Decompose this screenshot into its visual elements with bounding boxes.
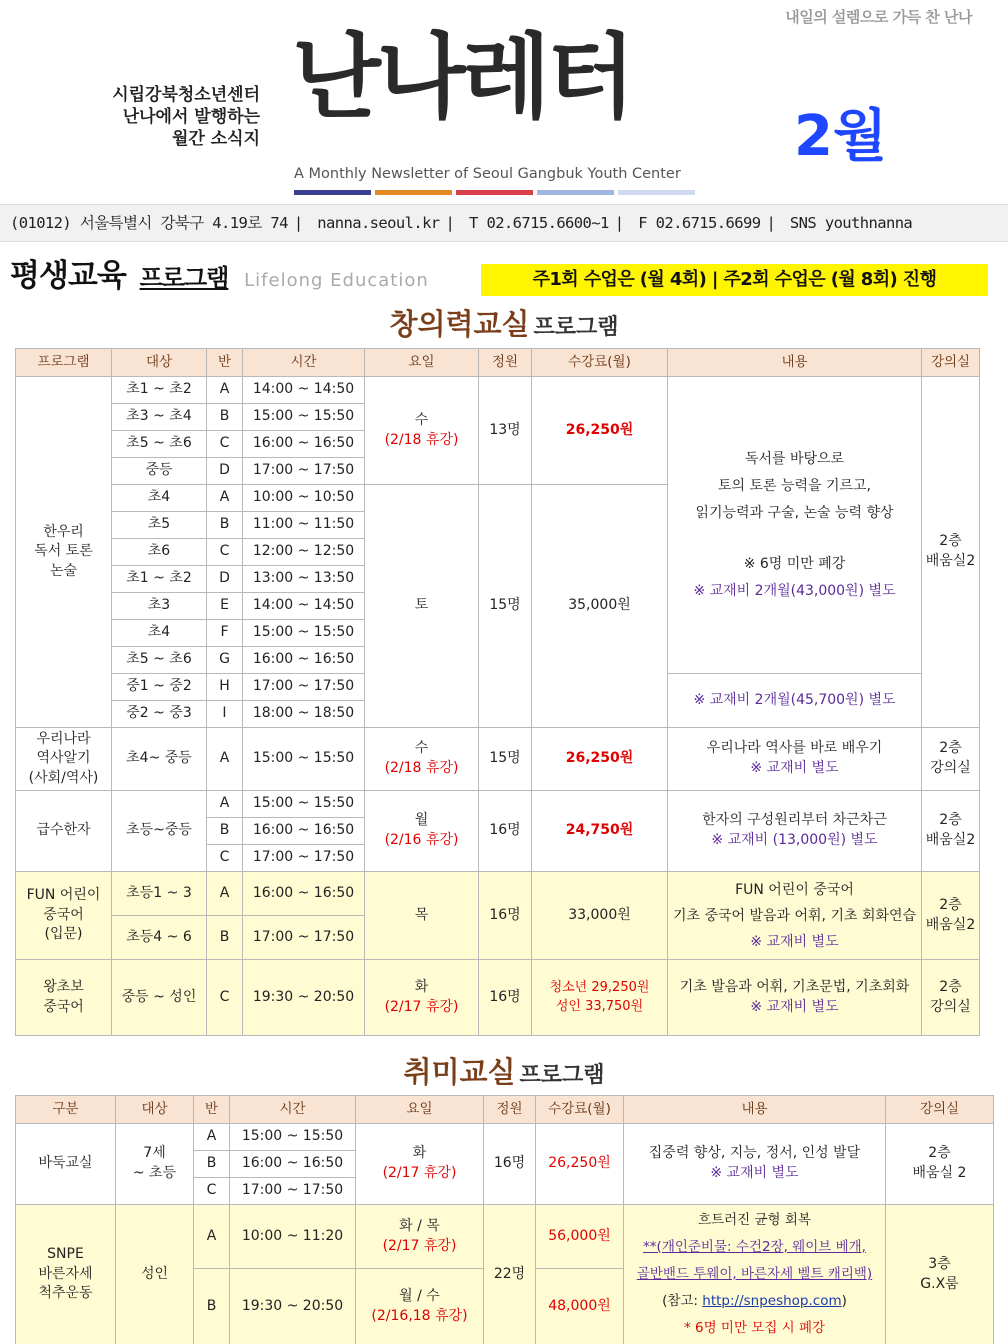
day-note: (2/18 휴강) [384,431,459,448]
color-bars [294,190,695,195]
capacity-cell: 13명 [479,377,532,485]
color-bar [618,190,695,195]
creativity-title [0,302,1008,343]
program-name: 급수한자 [16,791,112,872]
target-cell: 중2 ~ 중3 [112,701,207,728]
day-cell: 토 [365,485,479,728]
class-cell: F [207,620,243,647]
header-cell: 수강료(월) [532,349,668,377]
room-cell: 2층 배움실2 [922,872,980,960]
table-row [16,1124,994,1151]
target-cell: 초등1 ~ 3 [112,872,207,916]
table-header-row [16,349,980,377]
header-cell: 반 [194,1096,230,1124]
fee-youth: 청소년 29,250원 [549,980,650,996]
capacity-cell: 22명 [484,1205,536,1344]
creativity-title-suffix: 프로그램 [533,315,619,340]
header-cell: 수강료(월) [536,1096,624,1124]
content-cell [668,791,922,872]
class-cell: B [207,818,243,845]
content-line: 토의 토론 능력을 기르고, [717,477,872,494]
day-cell [365,377,479,485]
header-cell: 요일 [365,349,479,377]
tagline: 내일의 설렘으로 가득 찬 난나 [785,8,972,26]
content-fee-note: ※ 교재비 별도 [750,760,839,776]
time-cell: 15:00 ~ 15:50 [243,404,365,431]
day-note: (2/16,18 휴강) [371,1307,468,1324]
contact-bar: (01012) 서울특별시 강북구 4.19로 74 | nanna.seoul.kr | T 02.6715.6600~1 | F 02.6715.6699 | SNS youthnanna [0,204,1008,242]
target-cell: 중1 ~ 중2 [112,674,207,701]
day-note: (2/16 휴강) [384,832,459,848]
class-cell: H [207,674,243,701]
table-row [16,872,980,916]
content-line: **(개인준비물: 수건2장, 웨이브 베개, [643,1239,866,1255]
day-text: 수 [414,411,429,428]
header-cell: 정원 [484,1096,536,1124]
fax-number: F 02.6715.6699 [638,214,761,232]
time-cell: 14:00 ~ 14:50 [243,377,365,404]
target-cell: 7세 ~ 초등 [116,1124,194,1205]
program-name: FUN 어린이 중국어 (입문) [16,872,112,960]
header-cell: 요일 [356,1096,484,1124]
content-line [626,1288,883,1315]
day-text: 화 [412,1145,427,1162]
class-cell: I [207,701,243,728]
room-cell: 2층 강의실 [922,960,980,1036]
class-cell: G [207,647,243,674]
header-cell: 반 [207,349,243,377]
table-row [16,1205,994,1269]
time-cell: 14:00 ~ 14:50 [243,593,365,620]
content-line: 독서를 바탕으로 [744,450,845,467]
day-text: 화 [414,978,429,995]
content-line: 읽기능력과 구술, 논술 능력 향상 [695,504,894,521]
header-cell: 강의실 [886,1096,994,1124]
day-note: (2/17 휴강) [382,1237,457,1254]
time-cell: 17:00 ~ 17:50 [230,1178,356,1205]
content-fee-note: ※ 교재비 2개월(43,000원) 별도 [693,582,896,599]
fee-cell: 33,000원 [532,872,668,960]
section-title [10,250,429,295]
class-cell: A [207,872,243,916]
class-cell: D [207,566,243,593]
content-line: 집중력 향상, 지능, 정서, 인성 발달 [648,1145,861,1162]
issue-month: 2월 [794,104,888,169]
target-cell: 초3 [112,593,207,620]
class-cell: A [207,377,243,404]
time-cell: 17:00 ~ 17:50 [243,916,365,960]
content-fee-note: ※ 교재비 2개월(45,700원) 별도 [668,674,922,728]
content-line: FUN 어린이 중국어 [735,881,854,898]
publisher-text [102,84,260,150]
time-cell: 15:00 ~ 15:50 [243,620,365,647]
class-cell: A [194,1124,230,1151]
fee-cell [532,960,668,1036]
section-title-main: 평생교육 [10,258,126,294]
section-title-sub: 프로그램 [139,264,229,292]
header-cell: 대상 [116,1096,194,1124]
header-cell: 대상 [112,349,207,377]
header-cell: 프로그램 [16,349,112,377]
program-name: 우리나라 역사알기 (사회/역사) [16,728,112,791]
class-cell: B [194,1151,230,1178]
capacity-cell: 16명 [484,1124,536,1205]
target-cell: 중등 [112,458,207,485]
time-cell: 15:00 ~ 15:50 [230,1124,356,1151]
program-name: SNPE 바른자세 척추운동 [16,1205,116,1344]
program-name: 왕초보 중국어 [16,960,112,1036]
content-line: 골반밴드 투웨이, 바른자세 벨트 캐리백) [636,1266,873,1282]
day-text: 월 [414,812,429,829]
header-cell: 내용 [624,1096,886,1124]
time-cell: 10:00 ~ 10:50 [243,485,365,512]
content-cell [624,1124,886,1205]
hobby-title [0,1050,1008,1091]
hobby-title-main: 취미교실 [403,1055,516,1089]
time-cell: 17:00 ~ 17:50 [243,458,365,485]
time-cell: 12:00 ~ 12:50 [243,539,365,566]
time-cell: 11:00 ~ 11:50 [243,512,365,539]
class-cell: C [207,539,243,566]
class-cell: D [207,458,243,485]
address: (01012) 서울특별시 강북구 4.19로 74 [10,214,288,232]
table-row [16,960,980,1036]
header-cell: 시간 [230,1096,356,1124]
day-cell [365,728,479,791]
time-cell: 17:00 ~ 17:50 [243,845,365,872]
time-cell: 17:00 ~ 17:50 [243,674,365,701]
time-cell: 16:00 ~ 16:50 [243,647,365,674]
website-link[interactable]: nanna.seoul.kr [317,214,440,232]
capacity-cell: 16명 [479,791,532,872]
publisher-line: 월간 소식지 [171,129,260,149]
target-cell: 초1 ~ 초2 [112,566,207,593]
creativity-title-main: 창의력교실 [389,307,530,341]
newsletter-logo: 난나레터 [292,24,632,131]
day-cell [356,1205,484,1269]
header-cell: 구분 [16,1096,116,1124]
content-fee-note: ※ 교재비 별도 [750,998,839,1015]
time-cell: 16:00 ~ 16:50 [243,818,365,845]
content-line: 우리나라 역사를 바로 배우기 [706,740,883,757]
day-cell [365,960,479,1036]
hobby-table [15,1095,994,1344]
logo-subtitle: A Monthly Newsletter of Seoul Gangbuk Youth Center [294,166,681,182]
shop-link[interactable]: http://snpeshop.com [702,1293,842,1309]
day-text: 수 [414,740,429,757]
schedule-notice: 주1회 수업은 (월 4회) | 주2회 수업은 (월 8회) 진행 [481,264,988,296]
fee-cell: 26,250원 [532,728,668,791]
content-line: 기초 발음과 어휘, 기초문법, 기초회화 [679,978,910,995]
fee-cell: 26,250원 [532,377,668,485]
class-cell: C [207,845,243,872]
target-cell: 초5 ~ 초6 [112,431,207,458]
color-bar [456,190,533,195]
time-cell: 19:30 ~ 20:50 [243,960,365,1036]
time-cell: 16:00 ~ 16:50 [243,872,365,916]
class-cell: C [194,1178,230,1205]
target-cell: 초1 ~ 초2 [112,377,207,404]
content-warning: ※ 6명 미만 폐강 [743,555,846,572]
content-cell [668,872,922,960]
day-note: (2/17 휴강) [384,998,459,1015]
content-fee-note: ※ 교재비 별도 [750,933,839,950]
room-cell: 3층 G.X룸 [886,1205,994,1344]
capacity-cell: 16명 [479,872,532,960]
program-name: 바둑교실 [16,1124,116,1205]
fee-cell: 48,000원 [536,1269,624,1344]
hobby-title-suffix: 프로그램 [519,1063,605,1088]
target-cell: 초등4 ~ 6 [112,916,207,960]
day-text: 월 / 수 [399,1287,440,1304]
capacity-cell: 16명 [479,960,532,1036]
class-cell: B [207,404,243,431]
content-cell [668,960,922,1036]
creativity-table [15,348,980,1036]
publisher-line: 난나에서 발행하는 [122,107,260,127]
target-cell: 초5 ~ 초6 [112,647,207,674]
room-cell: 2층 강의실 [922,728,980,791]
content-cell [624,1205,886,1344]
capacity-cell: 15명 [479,485,532,728]
time-cell: 15:00 ~ 15:50 [243,728,365,791]
day-text: 화 / 목 [399,1217,440,1234]
table-row [16,728,980,791]
content-cell [668,377,922,674]
target-cell: 성인 [116,1205,194,1344]
class-cell: B [207,512,243,539]
color-bar [375,190,452,195]
time-cell: 16:00 ~ 16:50 [230,1151,356,1178]
class-cell: B [194,1269,230,1344]
header-cell: 강의실 [922,349,980,377]
day-note: (2/17 휴강) [382,1165,457,1181]
target-cell: 중등 ~ 성인 [112,960,207,1036]
fee-adult: 성인 33,750원 [555,998,644,1014]
time-cell: 13:00 ~ 13:50 [243,566,365,593]
class-cell: A [207,485,243,512]
table-header-row [16,1096,994,1124]
class-cell: E [207,593,243,620]
color-bar [294,190,371,195]
sns-handle: SNS youthnanna [789,214,913,232]
time-cell: 15:00 ~ 15:50 [243,791,365,818]
class-cell: A [207,791,243,818]
publisher-line: 시립강북청소년센터 [112,85,260,105]
content-line: 한자의 구성원리부터 차근차근 [702,812,887,829]
color-bar [537,190,614,195]
content-line: 흐트러진 균형 회복 [698,1212,811,1228]
class-cell: C [207,431,243,458]
section-title-english: Lifelong Education [244,270,429,291]
target-cell: 초5 [112,512,207,539]
ref-prefix: (참고: [662,1293,703,1309]
day-cell [356,1124,484,1205]
target-cell: 초4 [112,620,207,647]
fee-cell: 35,000원 [532,485,668,728]
table-row [16,377,980,404]
day-note: (2/18 휴강) [384,760,459,776]
room-cell: 2층 배움실2 [922,377,980,728]
ref-suffix: ) [841,1293,847,1309]
class-cell: C [207,960,243,1036]
target-cell: 초4 [112,485,207,512]
class-cell: B [207,916,243,960]
content-fee-note: ※ 교재비 (13,000원) 별도 [711,832,878,848]
target-cell: 초4~ 중등 [112,728,207,791]
fee-cell: 56,000원 [536,1205,624,1269]
phone-number: T 02.6715.6600~1 [469,214,609,232]
fee-cell: 26,250원 [536,1124,624,1205]
time-cell: 10:00 ~ 11:20 [230,1205,356,1269]
header-cell: 시간 [243,349,365,377]
content-cell [668,728,922,791]
time-cell: 18:00 ~ 18:50 [243,701,365,728]
fee-cell: 24,750원 [532,791,668,872]
time-cell: 19:30 ~ 20:50 [230,1269,356,1344]
program-name: 한우리 독서 토론 논술 [16,377,112,728]
class-cell: A [194,1205,230,1269]
class-cell: A [207,728,243,791]
time-cell: 16:00 ~ 16:50 [243,431,365,458]
content-warning: * 6명 미만 모집 시 폐강 [683,1320,826,1336]
day-cell [365,791,479,872]
table-row [16,791,980,818]
day-cell [356,1269,484,1344]
content-fee-note: ※ 교재비 별도 [710,1165,799,1181]
target-cell: 초6 [112,539,207,566]
header-cell: 정원 [479,349,532,377]
room-cell: 2층 배움실 2 [886,1124,994,1205]
target-cell: 초3 ~ 초4 [112,404,207,431]
header-cell: 내용 [668,349,922,377]
target-cell: 초등~중등 [112,791,207,872]
day-cell: 목 [365,872,479,960]
room-cell: 2층 배움실2 [922,791,980,872]
content-line: 기초 중국어 발음과 어휘, 기초 회화연습 [672,907,917,924]
capacity-cell: 15명 [479,728,532,791]
